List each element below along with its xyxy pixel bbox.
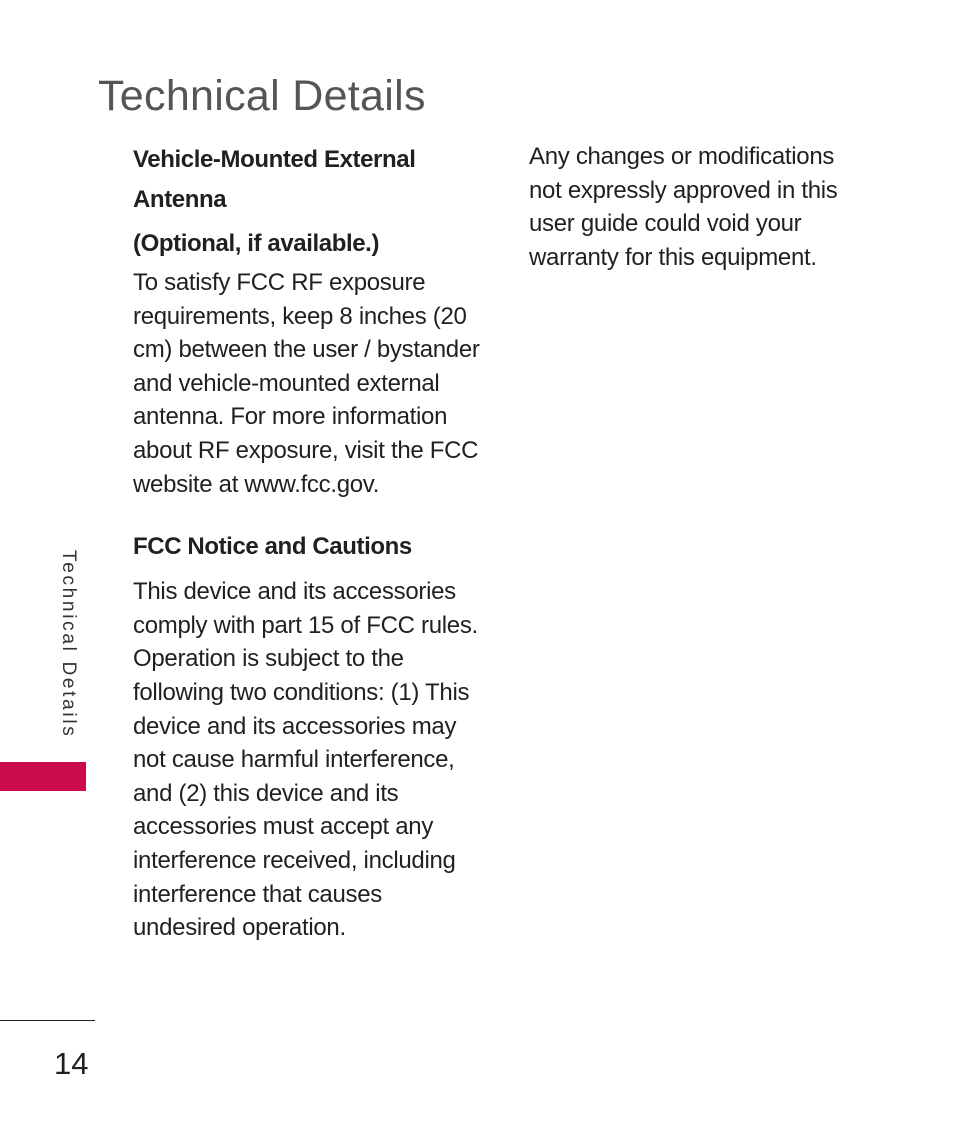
vehicle-antenna-heading-line2: Antenna (133, 186, 227, 213)
footer-divider (0, 1020, 95, 1021)
right-column (529, 140, 859, 274)
page-number: 14 (54, 1046, 89, 1081)
vehicle-antenna-heading (133, 140, 483, 220)
vehicle-antenna-paragraph: To satisfy FCC RF exposure requirements, keep 8 inches (20 cm) between the user / bystander and vehicle-mounted external antenna. For more information about RF exposure, visit the FCC website at www.fcc.gov. (133, 269, 480, 498)
side-tab-marker (0, 762, 86, 791)
vehicle-antenna-heading-line1: Vehicle-Mounted External (133, 146, 416, 173)
side-tab-label: Technical Details (58, 550, 79, 739)
fcc-notice-heading: FCC Notice and Cautions (133, 533, 412, 561)
fcc-notice-paragraph: This device and its accessories comply with part 15 of FCC rules. Operation is subject to the following two conditions: (1) This device and its accessories may not cause harmful interference, and (2) this device and its accessories must accept any interference received, including interference that causes undesired operation. (133, 578, 478, 942)
modifications-paragraph: Any changes or modifications not expressly approved in this user guide could void your warranty for this equipment. (529, 143, 838, 271)
left-column (133, 140, 483, 945)
optional-subheading: (Optional, if available.) (133, 230, 380, 257)
page-title: Technical Details (98, 72, 426, 120)
